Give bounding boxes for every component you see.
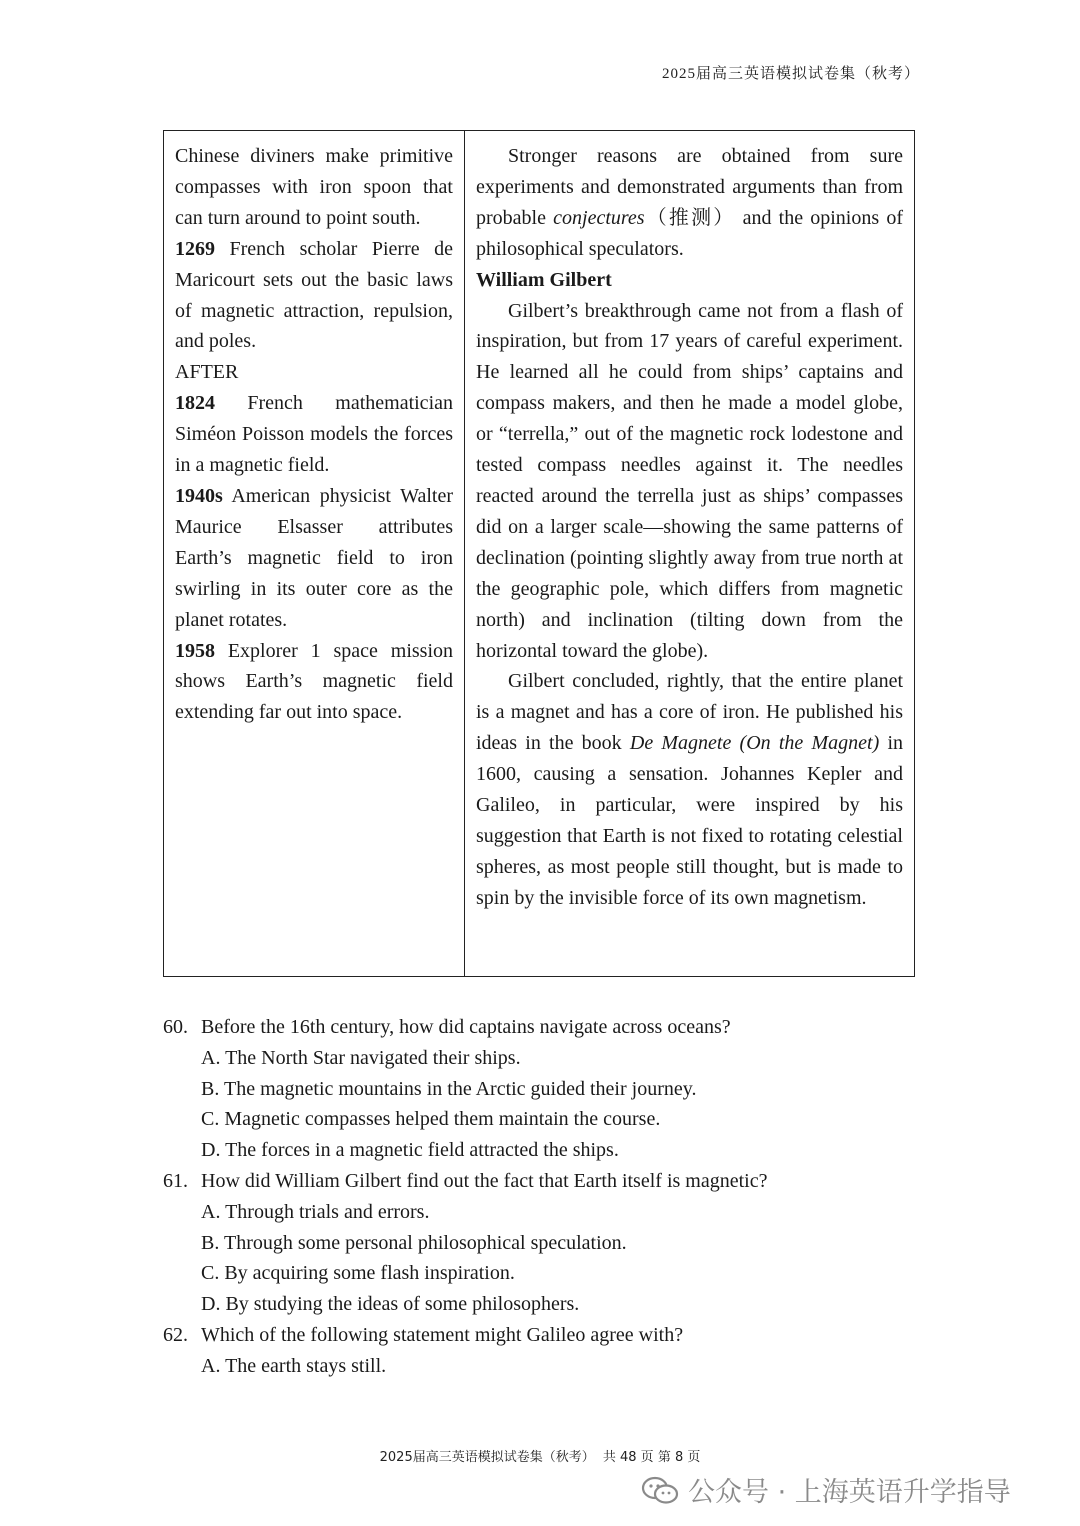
answer-option: C. By acquiring some flash inspiration. (201, 1262, 515, 1285)
watermark-text: 公众号 · 上海英语升学指导 (688, 1477, 1011, 1508)
question-list (163, 1012, 923, 1382)
article-column (465, 131, 914, 976)
answer-option: C. Magnetic compasses helped them maintain the course. (201, 1108, 661, 1131)
question-number: 62. (163, 1323, 188, 1346)
timeline-column (164, 131, 465, 976)
body-paragraph: Gilbert’s breakthrough came not from a flash of inspiration, but from 17 years of careful experiment. He learned all he could from ships’ captains and compass makers, and then he made a model globe, or “terrella,” out of the magnetic rock lodestone and tested compass needles against it. The needles reacted around the terrella just as ships’ compasses did on a larger scale—showing the same patterns of declination (pointing slightly away from true north at the geographic pole, which differs from magnetic north) and inclination (tilting down from the horizontal toward the globe). (476, 299, 903, 662)
answer-option: A. The earth stays still. (201, 1354, 387, 1377)
page-footer (0, 1446, 1080, 1465)
section-heading: William Gilbert (476, 268, 612, 291)
quote-paragraph: Stronger reasons are obtained from sure experiments and demonstrated arguments than from probable conjectures（推测） and the opinions of philosophical speculators. (476, 145, 903, 260)
question-number: 60. (163, 1016, 188, 1038)
timeline-entry: Chinese diviners make primitive compasses with iron spoon that can turn around to point south. (175, 145, 453, 229)
question-62 (163, 1320, 923, 1382)
reading-passage-box (163, 130, 915, 977)
footer-page-number: 共 48 页 第 8 页 (602, 1450, 701, 1465)
question-61 (163, 1166, 923, 1320)
question-60 (163, 1012, 923, 1166)
question-text: How did William Gilbert find out the fact that Earth itself is magnetic? (201, 1169, 768, 1192)
body-paragraph: Gilbert concluded, rightly, that the entire planet is a magnet and has a core of iron. He published his ideas in the book De Magnete (On the Magnet) in 1600, causing a sensation. Johannes Kepler and Galileo, in particular, were inspired by his suggestion that Earth is not fixed to rotating celestial spheres, as most people still thought, but is made to spin by the invisible force of its own magnetism. (476, 670, 904, 909)
question-number: 61. (163, 1169, 188, 1192)
footer-title: 2025届高三英语模拟试卷集（秋考） (379, 1450, 595, 1465)
timeline-entry: 1958 Explorer 1 space mission shows Earth’s magnetic field extending far out into space. (175, 639, 453, 724)
wechat-watermark (640, 1470, 1011, 1509)
running-header: 2025届高三英语模拟试卷集（秋考） (661, 66, 920, 82)
timeline-entry: AFTER (175, 361, 239, 384)
question-text: Before the 16th century, how did captains navigate across oceans? (201, 1016, 731, 1038)
timeline-entry: 1940s American physicist Walter Maurice Elsasser attributes Earth’s magnetic field to iron swirling in its outer core as the planet rotates. (175, 484, 453, 631)
answer-option: D. The forces in a magnetic field attracted the ships. (201, 1139, 619, 1162)
answer-option: A. Through trials and errors. (201, 1200, 430, 1223)
answer-option: A. The North Star navigated their ships. (201, 1046, 521, 1069)
timeline-entry: 1269 French scholar Pierre de Maricourt sets out the basic laws of magnetic attraction, repulsion, and poles. (175, 237, 453, 353)
question-text: Which of the following statement might Galileo agree with? (201, 1323, 684, 1346)
answer-option: B. Through some personal philosophical speculation. (201, 1231, 627, 1254)
answer-option: B. The magnetic mountains in the Arctic guided their journey. (201, 1077, 697, 1100)
timeline-entry: 1824 French mathematician Siméon Poisson models the forces in a magnetic field. (175, 392, 453, 477)
answer-option: D. By studying the ideas of some philosophers. (201, 1293, 580, 1316)
wechat-icon (640, 1475, 680, 1505)
